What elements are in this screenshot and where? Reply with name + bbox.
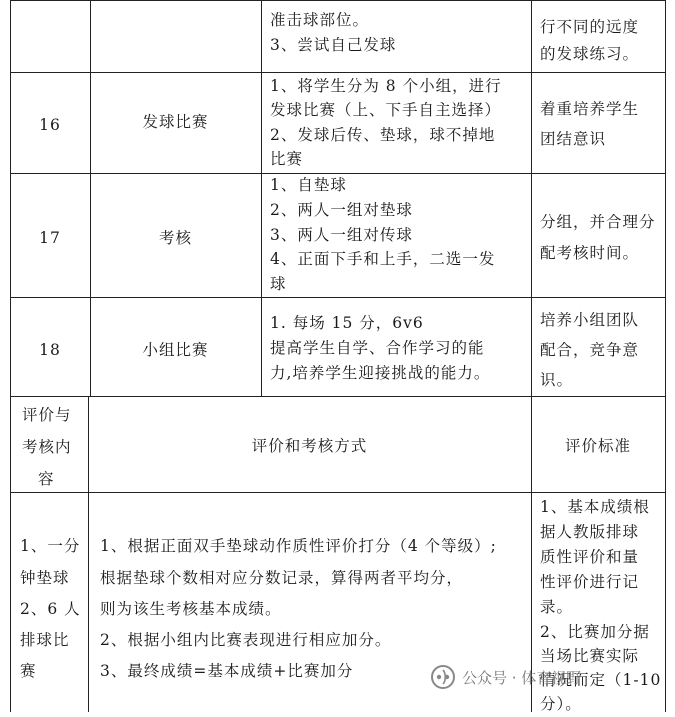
table-border-col2 [261, 0, 262, 396]
row-16-content-line-4: 比赛 [270, 150, 304, 168]
row-18-goal-line-2: 配合，竞争意 [540, 341, 640, 359]
table-border-col3 [531, 0, 532, 712]
assessment-method-line-5: 3、最终成绩=基本成绩+比赛加分 [100, 662, 354, 680]
assessment-standard-line-8: 情况而定（1-10 [540, 671, 662, 689]
row-18-goal-line-1: 培养小组团队 [540, 311, 640, 329]
row-cont-goal-line-2: 的发球练习。 [540, 45, 640, 63]
assessment-method-header: 评价和考核方式 [251, 437, 368, 455]
assessment-method-line-3: 则为该生考核基本成绩。 [100, 600, 282, 618]
assessment-standard-line-6: 2、比赛加分据 [540, 623, 650, 641]
table-border-row1-bottom [10, 72, 665, 73]
row-18-content-line-3: 力,培养学生迎接挑战的能力。 [270, 364, 491, 382]
assessment-label-line-1: 评价与 [22, 406, 72, 424]
assessment-standard-line-7: 当场比赛实际 [540, 647, 640, 665]
row-17-week: 17 [39, 229, 61, 247]
row-16-week: 16 [39, 116, 61, 134]
wechat-official-account-icon [430, 664, 456, 690]
watermark [430, 663, 581, 691]
row-16-content-line-2: 发球比赛（上、下手自主选择） [270, 101, 502, 119]
table-border-row17-bottom [10, 297, 665, 298]
row-cont-goal-line-1: 行不同的远度 [540, 18, 640, 36]
row-18-topic: 小组比赛 [142, 341, 209, 359]
row-18-goal-line-3: 识。 [540, 371, 574, 389]
table-border-header-bottom [10, 492, 665, 493]
table-border-right [665, 0, 666, 712]
assessment-standard-line-1: 1、基本成绩根 [540, 498, 650, 516]
assessment-item-line-3: 2、6 人 [20, 600, 81, 618]
row-18-week: 18 [39, 341, 61, 359]
row-17-content-line-1: 1、自垫球 [270, 176, 347, 194]
assessment-standard-line-5: 录。 [540, 598, 574, 616]
assessment-item-line-4: 排球比 [20, 631, 70, 649]
row-17-content-line-5: 球 [270, 275, 287, 293]
row-16-goal-line-1: 着重培养学生 [540, 100, 640, 118]
row-17-content-line-3: 3、两人一组对传球 [270, 226, 413, 244]
assessment-method-line-4: 2、根据小组内比赛表现进行相应加分。 [100, 631, 392, 649]
row-18-content-line-1: 1. 每场 15 分，6v6 [270, 314, 424, 332]
assessment-item-line-1: 1、一分 [20, 537, 81, 555]
table-border-col1 [90, 0, 91, 396]
row-17-content-line-2: 2、两人一组对垫球 [270, 201, 413, 219]
row-17-topic: 考核 [158, 229, 192, 247]
row-16-topic: 发球比赛 [142, 113, 209, 131]
row-17-goal-line-2: 配考核时间。 [540, 244, 640, 262]
row-17-goal-line-1: 分组，并合理分 [540, 213, 656, 231]
assessment-standard-line-2: 据人教版排球 [540, 523, 640, 541]
table-border-top-row1 [10, 0, 665, 1]
table-border-row18-bottom [10, 396, 665, 397]
row-16-content-line-3: 2、发球后传、垫球，球不掉地 [270, 126, 496, 144]
assessment-label-line-2: 考核内 [22, 438, 72, 456]
row-17-content-line-4: 4、正面下手和上手，二选一发 [270, 250, 496, 268]
assessment-method-line-1: 1、根据正面双手垫球动作质性评价打分（4 个等级）; [100, 537, 497, 555]
assessment-standard-header: 评价标准 [564, 437, 631, 455]
row-16-content-line-1: 1、将学生分为 8 个小组，进行 [270, 77, 502, 95]
watermark-text: 公众号 · 体育视野 [462, 668, 582, 687]
assessment-standard-line-9: 分）。 [540, 695, 582, 713]
assessment-method-line-2: 根据垫球个数相对应分数记录，算得两者平均分， [100, 569, 464, 587]
row-16-goal-line-2: 团结意识 [540, 130, 607, 148]
row-cont-content-line-2: 3、尝试自己发球 [270, 36, 397, 54]
assessment-label-line-3: 容 [38, 470, 55, 488]
assessment-standard-line-3: 质性评价和量 [540, 548, 640, 566]
assessment-item-line-5: 赛 [20, 662, 37, 680]
assessment-item-line-2: 钟垫球 [20, 569, 70, 587]
row-18-content-line-2: 提高学生自学、合作学习的能 [270, 339, 485, 357]
assessment-standard-line-4: 性评价进行记 [540, 573, 640, 591]
row-cont-content-line-1: 准击球部位。 [270, 11, 370, 29]
